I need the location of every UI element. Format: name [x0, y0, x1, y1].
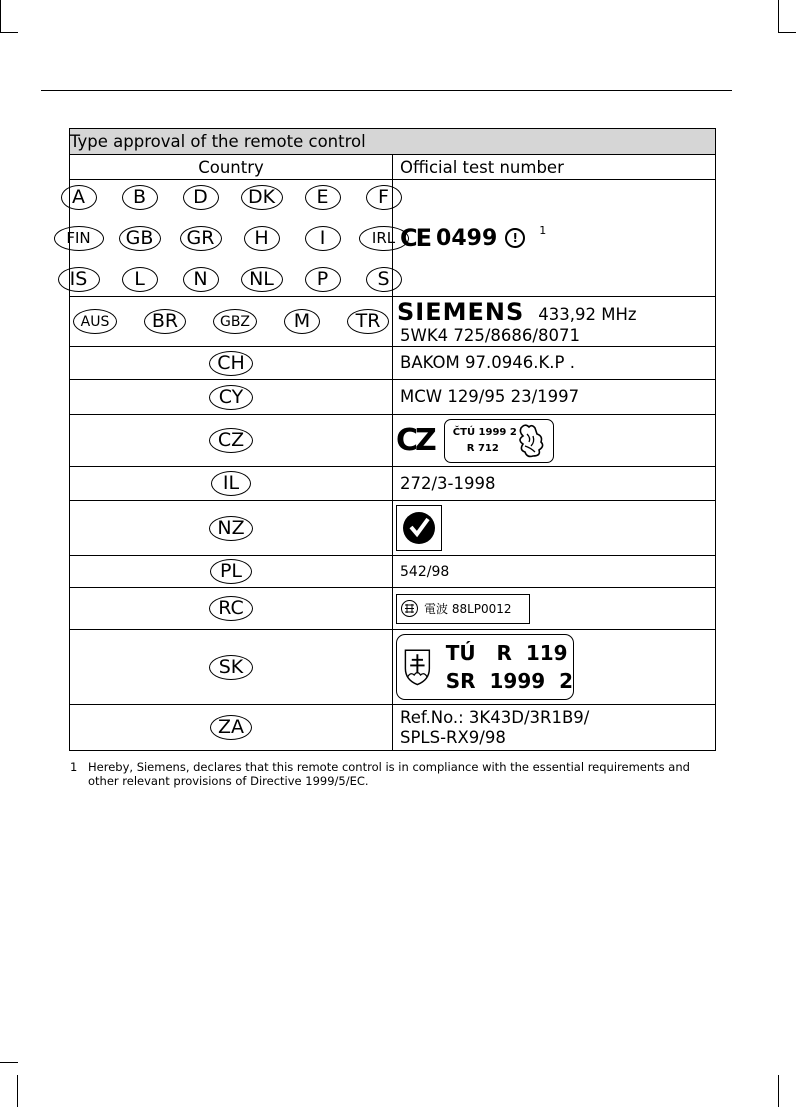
crop-mark-bottom-left	[0, 1062, 18, 1063]
sk-line-2: SR 1999 2	[445, 669, 573, 693]
table-row	[70, 501, 716, 556]
country-code-oval: GB	[119, 226, 161, 251]
part-number: 5WK4 725/8686/8071	[400, 325, 580, 345]
c-tick-icon	[401, 510, 437, 546]
country-code-oval: DK	[241, 185, 283, 210]
footnote-number: 1	[70, 760, 78, 774]
ctu-stamp	[444, 419, 554, 463]
test-number: Ref.No.: 3K43D/3R1B9/	[400, 707, 590, 727]
country-code-oval: H	[244, 226, 280, 251]
country-code-oval: ZA	[210, 715, 252, 740]
slovak-coat-of-arms-icon	[403, 643, 432, 691]
crop-mark-top-right	[778, 32, 796, 33]
crop-mark-bottom-right	[778, 1075, 779, 1107]
country-code-oval: PL	[210, 559, 252, 584]
table-row	[70, 705, 716, 751]
sk-line-1: TÚ R 119	[445, 641, 568, 665]
table-row	[70, 415, 716, 467]
alert-mark-icon: !	[505, 228, 525, 248]
table-row	[70, 630, 716, 705]
group2-country-cell	[70, 297, 393, 347]
country-code-oval: CH	[209, 351, 253, 376]
column-header-test-number: Official test number	[393, 155, 716, 180]
ctu-line-2: R 712	[466, 442, 499, 454]
ce-approval-mark	[393, 224, 715, 252]
country-code-oval: AUS	[73, 309, 117, 334]
test-number: MCW 129/95 23/1997	[400, 387, 580, 406]
header-rule	[41, 90, 732, 91]
country-code-oval: CY	[209, 385, 253, 410]
country-code-oval: A	[61, 185, 97, 210]
eu-country-grid	[66, 181, 396, 296]
country-code-oval: RC	[209, 596, 253, 621]
country-code-oval: L	[122, 267, 158, 292]
column-header-country: Country	[70, 155, 393, 180]
cz-logo: CZ	[396, 423, 434, 458]
footnote-ref: 1	[539, 223, 547, 237]
siemens-cell	[393, 297, 716, 347]
country-code-oval: M	[284, 309, 320, 334]
eu-test-number-cell	[393, 180, 716, 297]
country-code-oval: E	[305, 185, 341, 210]
country-code-oval: P	[305, 267, 341, 292]
test-number: 272/3-1998	[400, 473, 496, 493]
country-code-oval: I	[305, 226, 341, 251]
country-code-oval: CZ	[209, 428, 253, 453]
table-row	[70, 347, 716, 380]
footnote-text: Hereby, Siemens, declares that this remote control is in compliance with the essential requirements and other relevant provisions of Directive 1999/5/EC.	[88, 760, 690, 788]
rc-number: 電波 88LP0012	[424, 602, 512, 616]
country-code-oval: S	[366, 267, 402, 292]
crop-mark-top-right	[778, 0, 779, 33]
country-code-oval: IS	[58, 267, 100, 292]
c-tick-mark	[396, 505, 442, 551]
table-row	[70, 180, 716, 297]
cz-approval-mark	[393, 419, 715, 463]
country-code-oval: IRL	[359, 226, 409, 251]
crop-mark-bottom-left	[17, 1075, 18, 1107]
group2-country-row	[70, 309, 392, 334]
table-row	[70, 297, 716, 347]
table-row	[70, 588, 716, 630]
test-number: 542/98	[400, 563, 450, 580]
country-code-oval: NZ	[209, 516, 253, 541]
country-code-oval: F	[366, 185, 402, 210]
ntc-seal-icon	[401, 600, 418, 617]
country-code-oval: B	[122, 185, 158, 210]
type-approval-table	[66, 128, 716, 751]
crop-mark-top-left	[0, 32, 18, 33]
test-number: BAKOM 97.0946.K.P .	[400, 353, 575, 372]
table-row	[70, 467, 716, 501]
country-code-oval: IL	[211, 471, 251, 496]
test-number: SPLS-RX9/98	[400, 727, 506, 747]
czech-lion-icon	[515, 422, 549, 460]
notified-body-number: 0499	[436, 225, 498, 251]
table-title: Type approval of the remote control	[70, 129, 716, 155]
ctu-line-1: ČTÚ 1999 2	[452, 426, 517, 438]
table-row	[70, 380, 716, 415]
country-code-oval: GR	[180, 226, 222, 251]
country-code-oval: NL	[241, 267, 283, 292]
eu-country-cell	[66, 180, 396, 297]
frequency: 433,92 MHz	[538, 304, 637, 324]
sk-approval-mark	[396, 634, 574, 700]
footnote	[70, 760, 690, 788]
country-code-oval: GBZ	[213, 309, 257, 334]
country-code-oval: FIN	[54, 226, 104, 251]
country-code-oval: BR	[144, 309, 186, 334]
ce-mark-icon: CE	[400, 224, 431, 252]
siemens-logo: SIEMENS	[397, 297, 525, 326]
table-row	[70, 556, 716, 588]
country-code-oval: D	[183, 185, 219, 210]
country-code-oval: SK	[209, 655, 253, 680]
country-code-oval: N	[183, 267, 219, 292]
country-code-oval: TR	[347, 309, 389, 334]
crop-mark-top-left	[0, 0, 1, 33]
rc-approval-mark	[396, 594, 530, 624]
